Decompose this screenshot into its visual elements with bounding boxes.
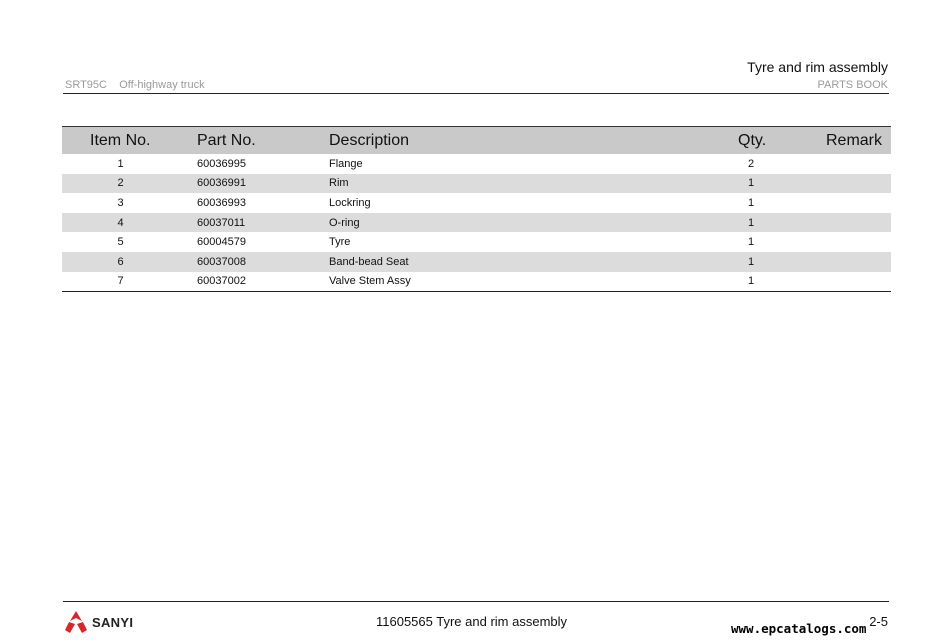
footer-assembly-title: 11605565 Tyre and rim assembly [376, 614, 568, 629]
table-row [62, 174, 891, 194]
table-row [62, 154, 891, 174]
cell-qty: 1 [632, 252, 726, 272]
cell-part-no: 60036995 [197, 157, 246, 170]
cell-qty: 1 [748, 196, 755, 209]
cell-item-no: 6 [62, 252, 179, 272]
cell-qty: 1 [748, 275, 755, 288]
sanyi-logo-icon [64, 610, 88, 634]
cell-item-no: 7 [117, 275, 124, 288]
cell-item-no: 1 [117, 157, 124, 170]
cell-description: O-ring [312, 213, 632, 233]
cell-description: Tyre [329, 236, 351, 249]
page-number: 2-5 [869, 614, 888, 629]
cell-part-no: 60037008 [179, 252, 312, 272]
sanyi-logo [64, 610, 133, 634]
table-header-row [62, 127, 891, 155]
cell-part-no: 60004579 [197, 236, 246, 249]
book-label: PARTS BOOK [817, 79, 888, 91]
cell-item-no: 2 [62, 174, 179, 194]
column-header-remark: Remark [726, 127, 891, 155]
cell-item-no: 5 [117, 236, 124, 249]
table-row [62, 252, 891, 272]
cell-qty: 1 [632, 174, 726, 194]
cell-description: Rim [312, 174, 632, 194]
cell-part-no: 60036993 [197, 196, 246, 209]
logo-text: SANYI [92, 614, 134, 630]
section-title: Tyre and rim assembly [747, 59, 888, 75]
parts-table [62, 126, 891, 292]
cell-part-no: 60036991 [179, 174, 312, 194]
watermark-text: www.epcatalogs.com [731, 621, 867, 636]
cell-item-no: 3 [117, 196, 124, 209]
header-divider [63, 93, 889, 94]
cell-qty: 2 [748, 157, 755, 170]
column-header-description: Description [312, 127, 632, 155]
model-label: SRT95C Off-highway truck [65, 79, 205, 91]
column-header-qty: Qty. [632, 127, 726, 155]
cell-description: Flange [329, 157, 363, 170]
cell-description: Valve Stem Assy [329, 275, 411, 288]
cell-description: Lockring [329, 196, 371, 209]
footer-divider [63, 601, 889, 602]
table-row [62, 232, 891, 252]
cell-qty: 1 [748, 236, 755, 249]
cell-item-no: 4 [62, 213, 179, 233]
cell-qty: 1 [632, 213, 726, 233]
table-row [62, 213, 891, 233]
table-row [62, 193, 891, 213]
cell-part-no: 60037011 [179, 213, 312, 233]
cell-description: Band-bead Seat [312, 252, 632, 272]
column-header-item-no: Item No. [62, 127, 179, 155]
column-header-part-no: Part No. [179, 127, 312, 155]
table-row [62, 272, 891, 292]
cell-part-no: 60037002 [197, 275, 246, 288]
